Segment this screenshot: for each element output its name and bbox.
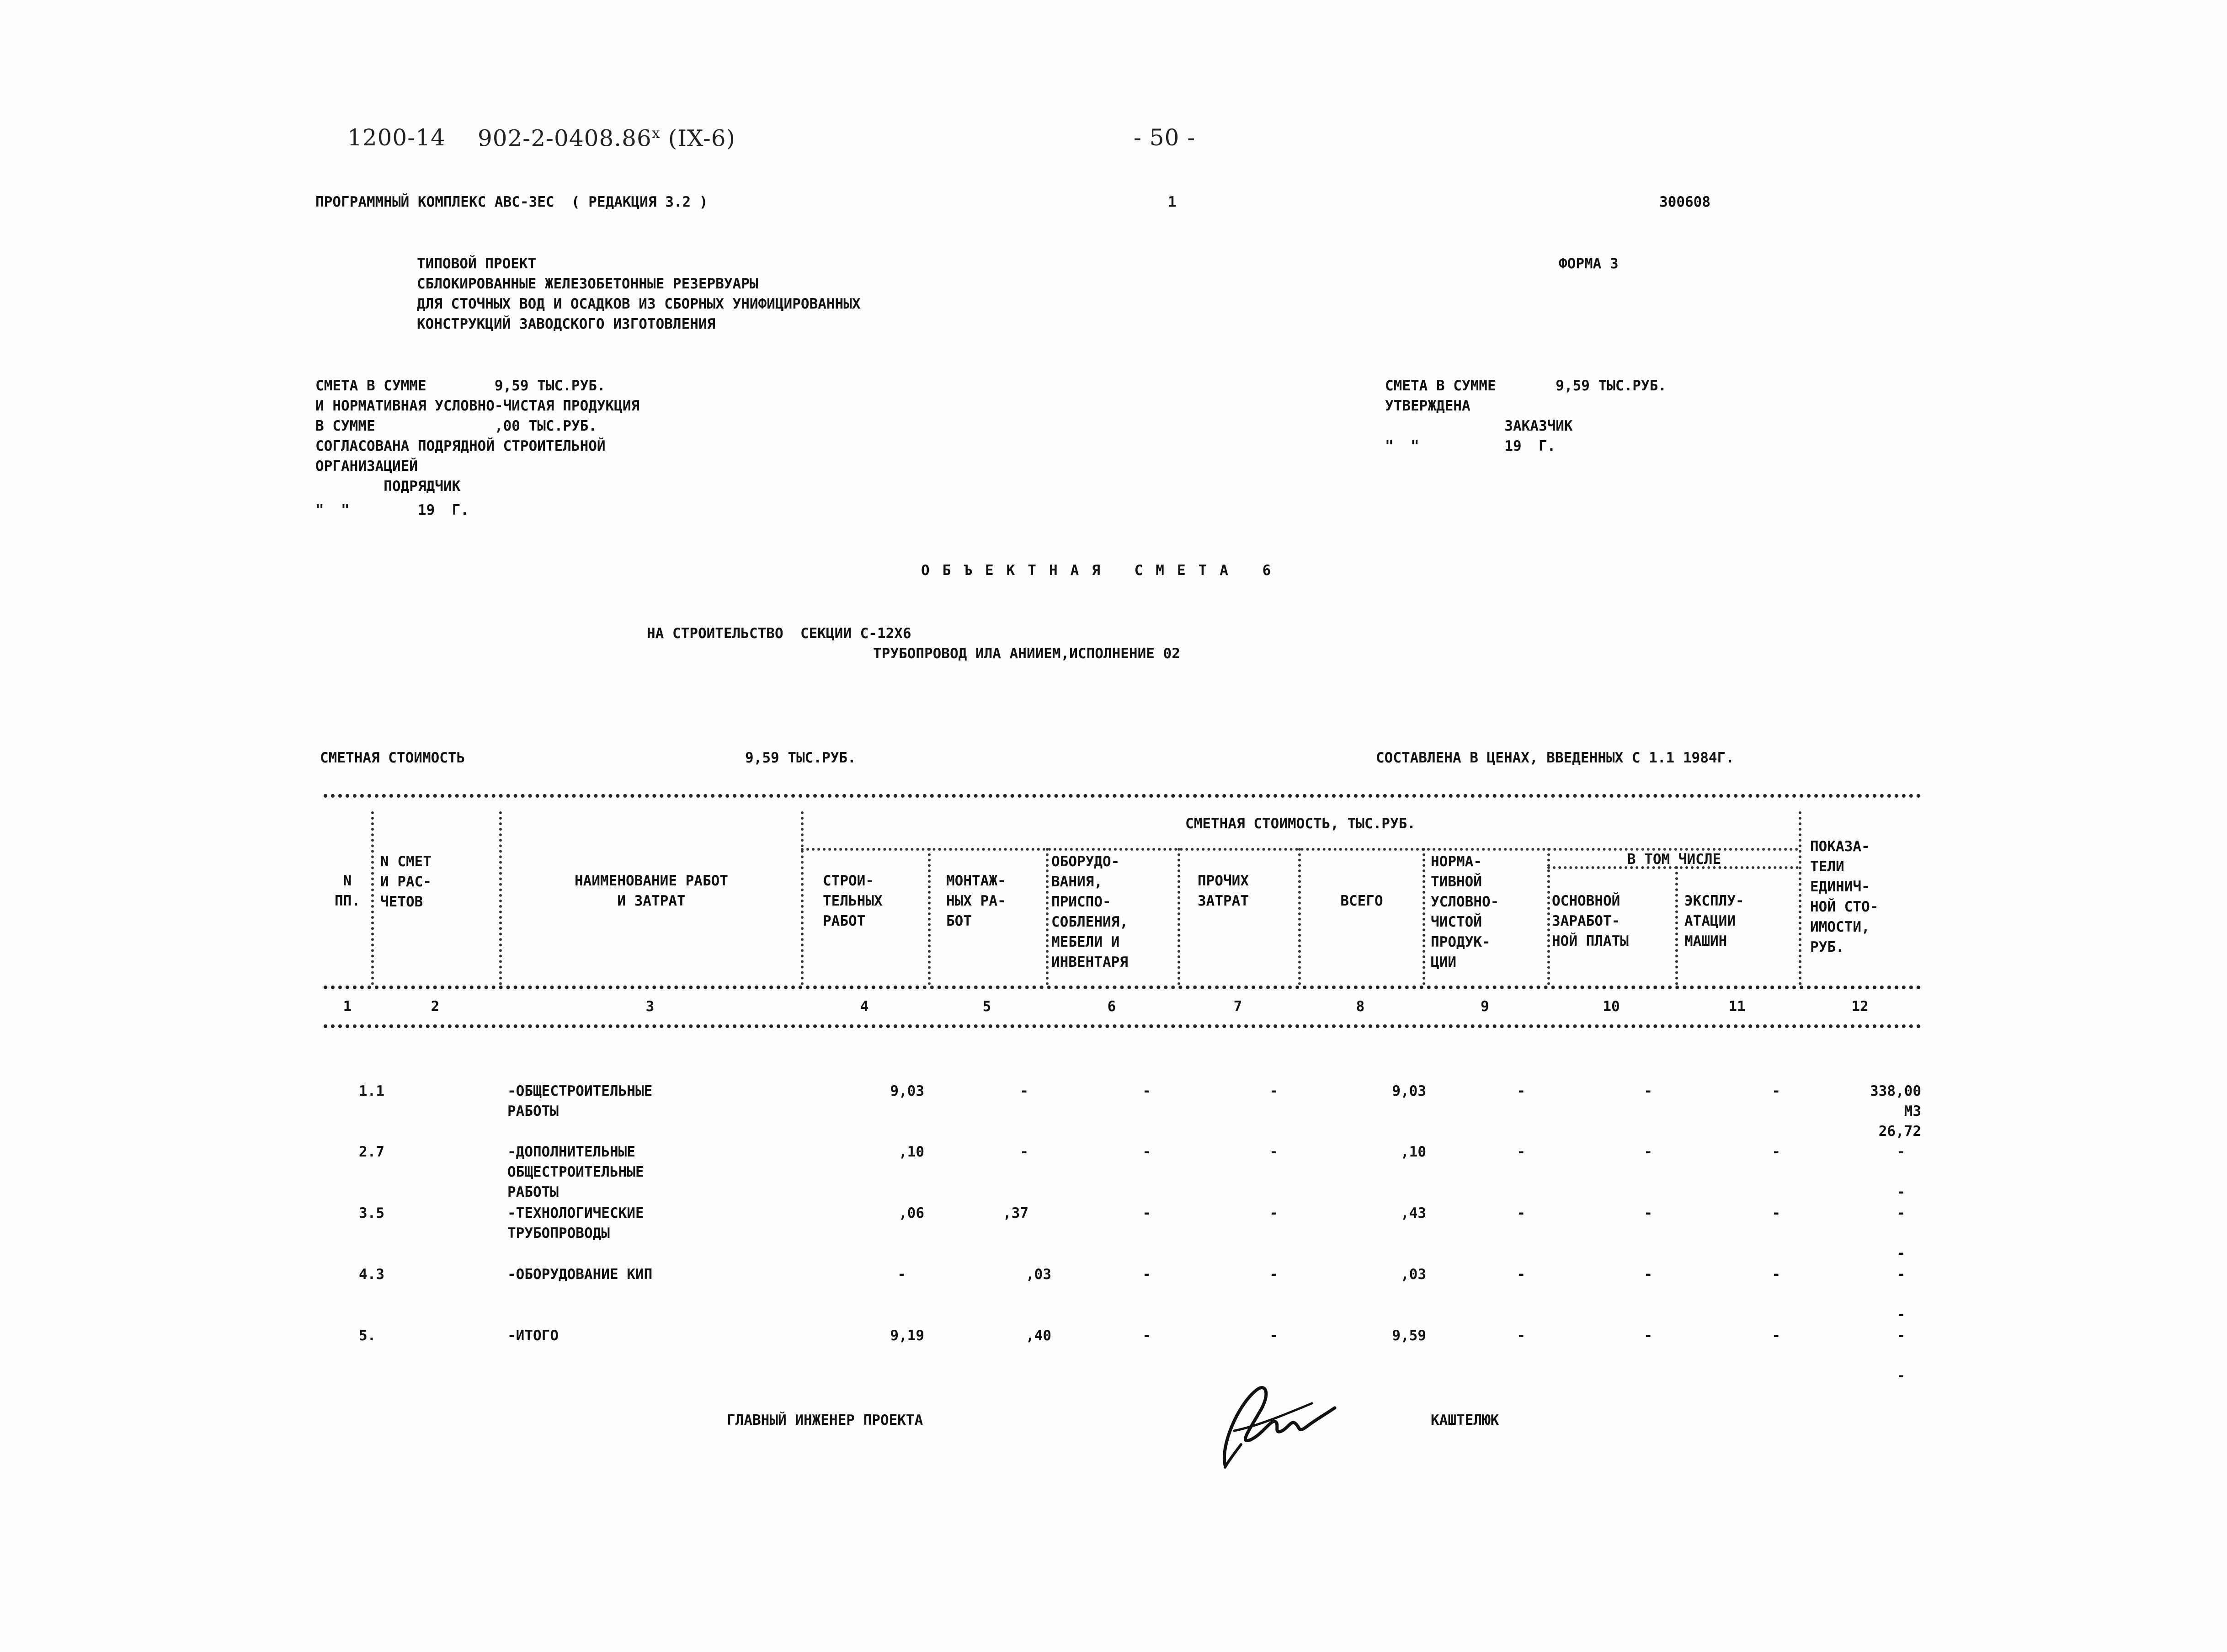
- row-construction: ,06: [899, 1205, 924, 1221]
- doc-code: 1200-14: [347, 124, 446, 151]
- prices-note: СОСТАВЛЕНА В ЦЕНАХ, ВВЕДЕННЫХ С 1.1 1984Г.: [1376, 750, 1734, 766]
- subtitle-line-2: ТРУБОПРОВОД ИЛА АНИИЕМ,ИСПОЛНЕНИЕ 02: [873, 645, 1180, 662]
- col-divider: [1298, 848, 1301, 985]
- cost-label: СМЕТНАЯ СТОИМОСТЬ: [320, 750, 465, 766]
- row-net-product: -: [1517, 1327, 1525, 1344]
- row-machines: -: [1772, 1083, 1780, 1099]
- row-equipment: -: [1142, 1144, 1151, 1160]
- chief-engineer-label: ГЛАВНЫЙ ИНЖЕНЕР ПРОЕКТА: [727, 1412, 923, 1428]
- row-wages: -: [1644, 1266, 1652, 1283]
- row-other: -: [1269, 1266, 1278, 1283]
- row-other: -: [1269, 1144, 1278, 1160]
- row-installation: ,37: [1003, 1205, 1028, 1221]
- left-line: В СУММЕ ,00 ТЫС.РУБ.: [315, 418, 597, 434]
- row-num: 1.1: [359, 1083, 384, 1099]
- row-machines: -: [1772, 1266, 1780, 1283]
- colnum-bottom-rule: [324, 1024, 1921, 1028]
- program-line: ПРОГРАММНЫЙ КОМПЛЕКС АВС-ЗЕС ( РЕДАКЦИЯ 3.2 ): [315, 194, 708, 210]
- subtitle-line-1: НА СТРОИТЕЛЬСТВО СЕКЦИИ С-12Х6: [647, 625, 911, 642]
- left-line: СМЕТА В СУММЕ 9,59 ТЫС.РУБ.: [315, 378, 606, 394]
- header-work-name: НАИМЕНОВАНИЕ РАБОТ И ЗАТРАТ: [575, 873, 728, 909]
- row-installation: -: [1020, 1083, 1028, 1099]
- left-line: ПОДРЯДЧИК: [315, 478, 461, 495]
- project-line: ТИПОВОЙ ПРОЕКТ: [417, 256, 537, 272]
- right-line: УТВЕРЖДЕНА: [1385, 398, 1470, 414]
- col-divider: [1675, 866, 1678, 985]
- header-equipment: ОБОРУДО- ВАНИЯ, ПРИСПО- СОБЛЕНИЯ, МЕБЕЛИ И ИНВЕНТАРЯ: [1051, 853, 1128, 970]
- chief-engineer-name: КАШТЕЛЮК: [1431, 1412, 1499, 1428]
- colnum: 12: [1851, 998, 1869, 1015]
- row-name: -ОБЩЕСТРОИТЕЛЬНЫЕ РАБОТЫ: [507, 1083, 653, 1119]
- header-machines: ЭКСПЛУ- АТАЦИИ МАШИН: [1684, 893, 1744, 949]
- header-other: ПРОЧИХ ЗАТРАТ: [1198, 873, 1249, 909]
- signature: [1207, 1376, 1344, 1472]
- row-construction: 9,03: [890, 1083, 924, 1099]
- left-line: СОГЛАСОВАНА ПОДРЯДНОЙ СТРОИТЕЛЬНОЙ: [315, 438, 606, 454]
- row-other: -: [1269, 1327, 1278, 1344]
- header-total: ВСЕГО: [1340, 893, 1383, 909]
- col-divider: [801, 811, 804, 985]
- header-net-product: НОРМА- ТИВНОЙ УСЛОВНО- ЧИСТОЙ ПРОДУК- ЦИИ: [1431, 853, 1499, 970]
- row-construction: -: [897, 1266, 906, 1283]
- row-unit-cost: - -: [1897, 1327, 1905, 1384]
- colnum: 11: [1728, 998, 1746, 1015]
- col-divider: [1799, 811, 1801, 985]
- row-equipment: -: [1142, 1266, 1151, 1283]
- project-line: ДЛЯ СТОЧНЫХ ВОД И ОСАДКОВ ИЗ СБОРНЫХ УНИФИЦИРОВАННЫХ: [417, 296, 861, 312]
- colnum: 9: [1481, 998, 1489, 1015]
- row-net-product: -: [1517, 1205, 1525, 1221]
- program-code: 300608: [1659, 194, 1710, 210]
- row-installation: ,40: [1026, 1327, 1051, 1344]
- row-num: 5.: [359, 1327, 376, 1344]
- header-unit-cost: ПОКАЗА- ТЕЛИ ЕДИНИЧ- НОЙ СТО- ИМОСТИ, РУБ.: [1810, 838, 1879, 955]
- row-machines: -: [1772, 1205, 1780, 1221]
- doc-number-suffix: x: [651, 124, 661, 142]
- row-net-product: -: [1517, 1083, 1525, 1099]
- project-line: СБЛОКИРОВАННЫЕ ЖЕЛЕЗОБЕТОННЫЕ РЕЗЕРВУАРЫ: [417, 276, 758, 292]
- header-construction: СТРОИ- ТЕЛЬНЫХ РАБОТ: [823, 873, 883, 929]
- doc-number: [478, 124, 735, 152]
- row-name: -ДОПОЛНИТЕЛЬНЫЕ ОБЩЕСТРОИТЕЛЬНЫЕ РАБОТЫ: [507, 1144, 644, 1200]
- colnum: 4: [860, 998, 869, 1015]
- row-wages: -: [1644, 1205, 1652, 1221]
- row-total: 9,59: [1392, 1327, 1426, 1344]
- row-equipment: -: [1142, 1205, 1151, 1221]
- subgroup-header: В ТОМ ЧИСЛЕ: [1627, 851, 1721, 868]
- row-equipment: -: [1142, 1083, 1151, 1099]
- table-top-rule: [324, 794, 1921, 798]
- row-unit-cost: - -: [1897, 1144, 1905, 1200]
- row-net-product: -: [1517, 1144, 1525, 1160]
- col-divider: [928, 848, 931, 985]
- row-name: -ИТОГО: [507, 1327, 559, 1344]
- col-divider: [371, 811, 374, 985]
- project-line: КОНСТРУКЦИЙ ЗАВОДСКОГО ИЗГОТОВЛЕНИЯ: [417, 316, 716, 332]
- doc-variant: (IX-6): [668, 125, 736, 152]
- row-machines: -: [1772, 1144, 1780, 1160]
- row-wages: -: [1644, 1083, 1652, 1099]
- header-estimate-no: N СМЕТ И РАС- ЧЕТОВ: [380, 853, 432, 910]
- doc-number-main: 902-2-0408.86: [478, 125, 652, 152]
- row-equipment: -: [1142, 1327, 1151, 1344]
- row-num: 4.3: [359, 1266, 384, 1283]
- colnum: 1: [343, 998, 352, 1015]
- row-unit-cost: - -: [1897, 1205, 1905, 1262]
- right-line: СМЕТА В СУММЕ 9,59 ТЫС.РУБ.: [1385, 378, 1667, 394]
- row-net-product: -: [1517, 1266, 1525, 1283]
- row-installation: ,03: [1026, 1266, 1051, 1283]
- col-divider: [499, 811, 502, 985]
- colnum: 3: [645, 998, 655, 1015]
- row-num: 3.5: [359, 1205, 384, 1221]
- row-machines: -: [1772, 1327, 1780, 1344]
- row-unit-cost: - -: [1897, 1266, 1905, 1323]
- document-title: ОБЪЕКТНАЯ СМЕТА 6: [921, 562, 1284, 579]
- left-line: " " 19 Г.: [315, 502, 469, 518]
- row-installation: -: [1020, 1144, 1028, 1160]
- row-other: -: [1269, 1083, 1278, 1099]
- left-line: И НОРМАТИВНАЯ УСЛОВНО-ЧИСТАЯ ПРОДУКЦИЯ: [315, 398, 640, 414]
- row-wages: -: [1644, 1144, 1652, 1160]
- colnum: 5: [982, 998, 991, 1015]
- col-divider: [1046, 848, 1049, 985]
- col-divider: [1177, 848, 1180, 985]
- right-line: " " 19 Г.: [1385, 438, 1556, 454]
- row-construction: ,10: [899, 1144, 924, 1160]
- row-total: 9,03: [1392, 1083, 1426, 1099]
- colnum: 7: [1233, 998, 1242, 1015]
- header-installation: МОНТАЖ- НЫХ РА- БОТ: [946, 873, 1006, 929]
- program-page: 1: [1168, 194, 1177, 210]
- colnum: 8: [1356, 998, 1365, 1015]
- row-total: ,03: [1401, 1266, 1426, 1283]
- row-num: 2.7: [359, 1144, 384, 1160]
- colnum: 2: [431, 998, 440, 1015]
- page-number: - 50 -: [1134, 124, 1196, 151]
- row-total: ,43: [1401, 1205, 1426, 1221]
- form-label: ФОРМА 3: [1559, 256, 1619, 272]
- row-name: -ОБОРУДОВАНИЕ КИП: [507, 1266, 653, 1283]
- group-header: СМЕТНАЯ СТОИМОСТЬ, ТЫС.РУБ.: [1185, 815, 1416, 832]
- colnum: 10: [1603, 998, 1620, 1015]
- row-other: -: [1269, 1205, 1278, 1221]
- row-total: ,10: [1401, 1144, 1426, 1160]
- header-wages: ОСНОВНОЙ ЗАРАБОТ- НОЙ ПЛАТЫ: [1552, 893, 1629, 949]
- colnum: 6: [1107, 998, 1116, 1015]
- cost-value: 9,59 ТЫС.РУБ.: [745, 750, 856, 766]
- row-unit-cost: 338,00 М3 26,72: [1870, 1083, 1921, 1140]
- col-divider: [1423, 848, 1425, 985]
- left-line: ОРГАНИЗАЦИЕЙ: [315, 458, 418, 474]
- row-wages: -: [1644, 1327, 1652, 1344]
- header-num: N ПП.: [335, 873, 360, 909]
- right-line: ЗАКАЗЧИК: [1385, 418, 1573, 434]
- row-construction: 9,19: [890, 1327, 924, 1344]
- header-bottom-rule: [324, 986, 1921, 989]
- row-name: -ТЕХНОЛОГИЧЕСКИЕ ТРУБОПРОВОДЫ: [507, 1205, 644, 1242]
